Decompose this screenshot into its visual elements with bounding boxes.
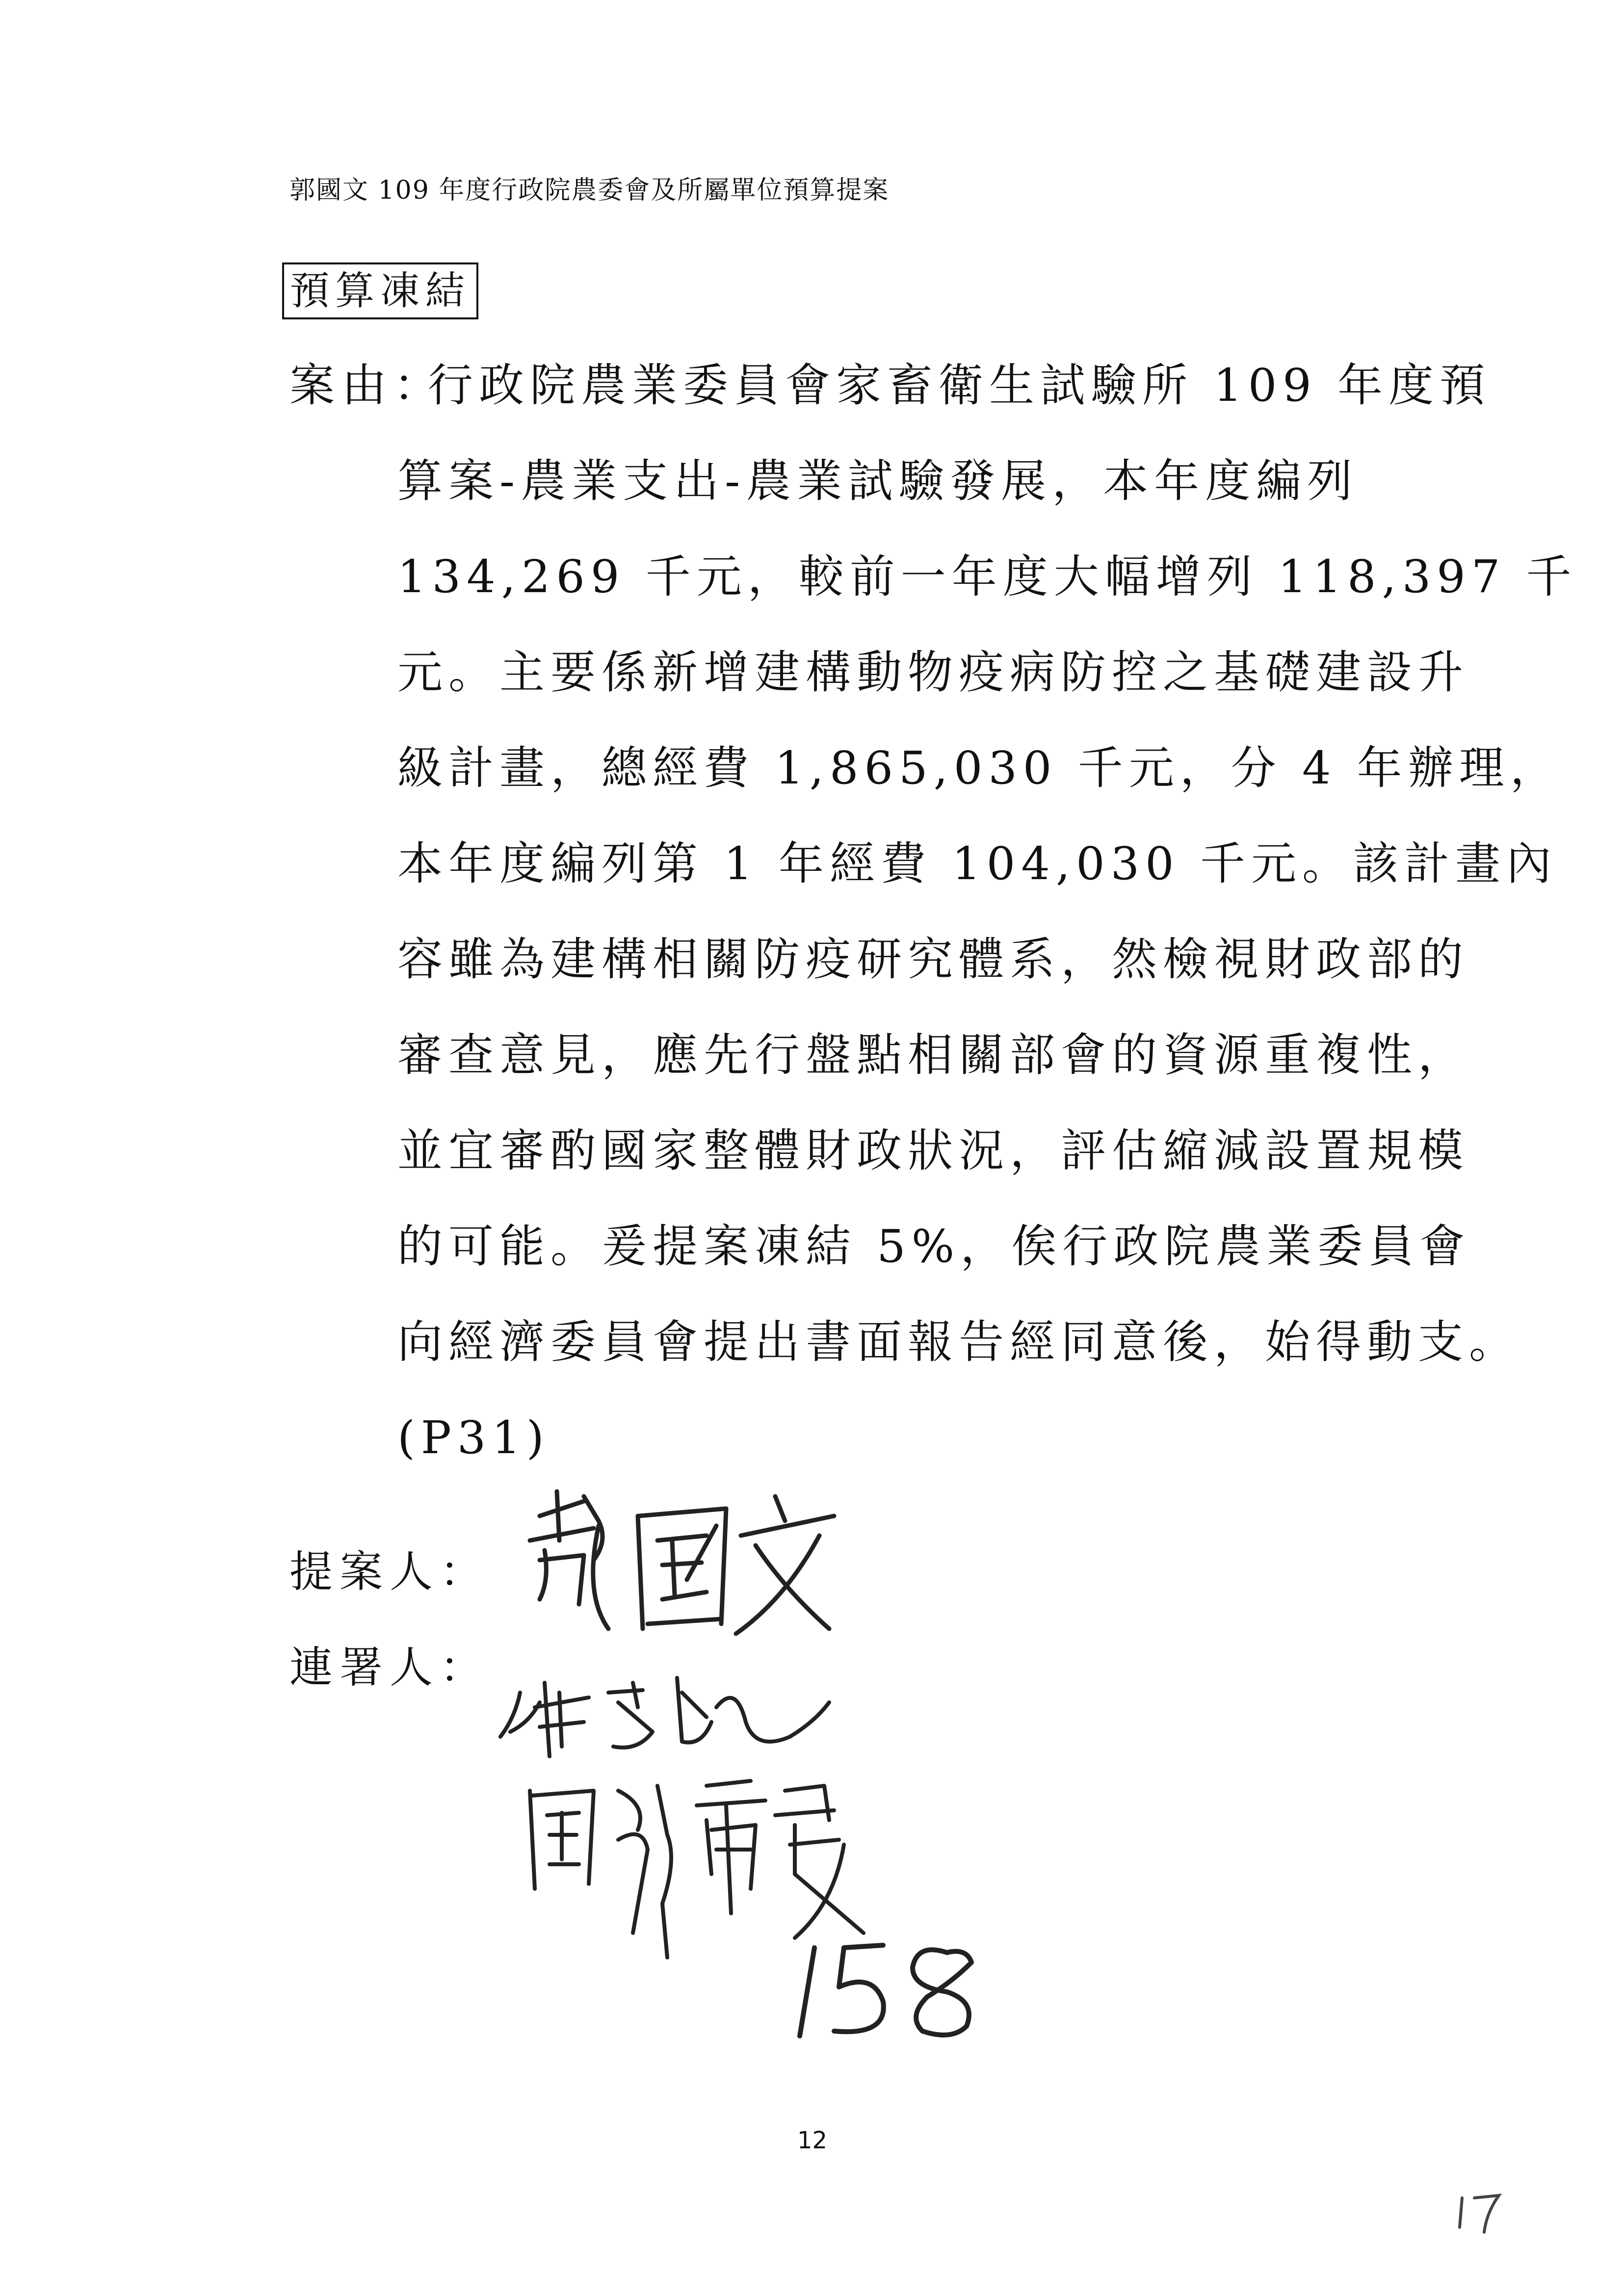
- reason-line: 容雖為建構相關防疫研究體系，然檢視財政部的: [397, 933, 1469, 986]
- page-number: 12: [797, 2127, 828, 2154]
- reason-line: 算案-農業支出-農業試驗發展，本年度編列: [397, 455, 1359, 507]
- reason-line: 並宜審酌國家整體財政狀況，評估縮減設置規模: [397, 1124, 1469, 1177]
- corner-mark: [1452, 2188, 1511, 2237]
- reason-line: (P31): [397, 1411, 550, 1464]
- reason-line: 本年度編列第 1 年經費 104,030 千元。該計畫內: [397, 837, 1557, 890]
- reason-line: 審查意見，應先行盤點相關部會的資源重複性，: [397, 1029, 1469, 1081]
- reason-line: 134,269 千元，較前一年度大幅增列 118,397 千: [397, 550, 1577, 603]
- reason-label: 案由：: [289, 359, 446, 412]
- proposer-signature: [510, 1482, 854, 1644]
- reason-line: 級計畫，總經費 1,865,030 千元，分 4 年辦理，: [397, 742, 1561, 794]
- reason-line: 向經濟委員會提出書面報告經同意後，始得動支。: [397, 1316, 1520, 1368]
- status-tag: 預算凍結: [282, 262, 478, 319]
- cosigner-label: 連署人：: [289, 1642, 490, 1693]
- reason-line: 行政院農業委員會家畜衛生試驗所 109 年度預: [428, 359, 1491, 412]
- document-header: 郭國文 109 年度行政院農委會及所屬單位預算提案: [289, 176, 890, 205]
- proposer-label: 提案人：: [289, 1546, 490, 1597]
- reason-line: 的可能。爰提案凍結 5%，俟行政院農業委員會: [397, 1220, 1471, 1273]
- reason-line: 元。主要係新增建構動物疫病防控之基礎建設升: [397, 646, 1469, 699]
- cosigner-signature-1: [491, 1663, 834, 1761]
- handwritten-number: [785, 1933, 991, 2051]
